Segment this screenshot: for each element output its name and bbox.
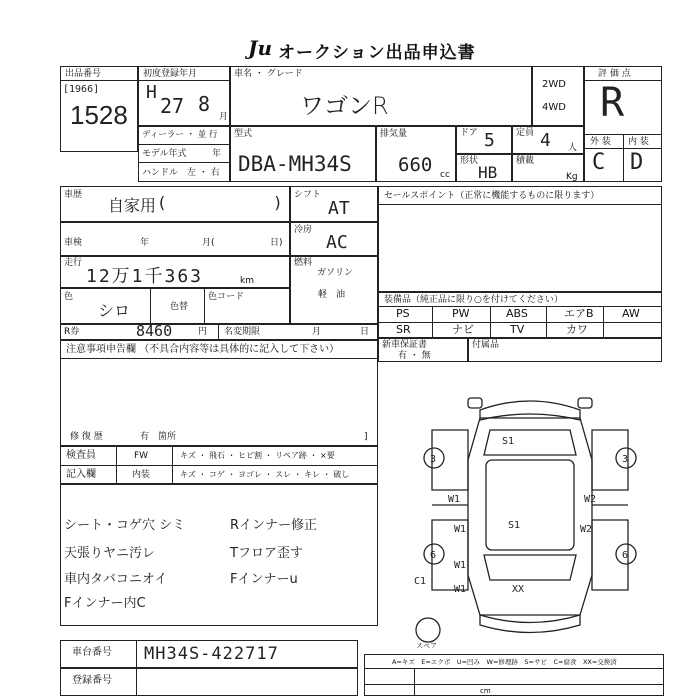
equipment-label: 装備品（純正品に限り○を付けてください） [384,295,563,305]
body-shape-label: 形状 [460,156,479,166]
left-front-fender [432,430,468,490]
equip-pw: PW [452,307,470,320]
history-value: 自家用 [108,196,157,215]
comment-right-1: Rインナー修正 [230,518,318,533]
comment-right-2: Tフロア歪す [230,546,303,561]
mark-w1-left-bottom: W1 [454,584,467,595]
registration-year: 27 [160,94,185,118]
ju-logo: Ju [248,36,273,60]
repair-bracket: ] [364,432,368,442]
lot-number: 1528 [70,100,128,130]
spare-label: スペア [416,642,437,650]
load-label: 積載 [516,156,535,166]
equip-abs: ABS [506,307,528,320]
history-box [60,186,290,222]
drive-opt-4wd: 4WD [542,102,566,113]
chassis-value: MH34S-422717 [144,644,279,664]
history-label: 車歴 [64,190,83,200]
inspector-label: 検査員 [66,450,96,461]
mark-circled-3-fl: 3 [430,454,437,465]
grade-label: 評 価 点 [598,69,631,79]
interior-value: D [630,150,644,175]
fuel-label: 燃料 [294,258,313,268]
fuel-diesel: 軽 油 [318,290,346,300]
comment-right-3: Fインナーu [230,572,298,587]
inspection-label: 車検 [64,238,83,248]
new-guarantee-value: 有 ・ 無 [398,351,431,361]
capacity-unit: 人 [568,143,578,153]
model-year-unit: 年 [212,149,222,159]
displacement-unit: cc [440,170,450,180]
repair-value: 有 箇所 [140,432,177,442]
capacity-value: 4 [540,130,551,151]
notes-box [60,340,378,446]
equip-navi: ナビ [452,323,474,336]
recycle-box [60,324,378,340]
equip-sr: SR [396,323,411,336]
registration-era: H [146,82,157,103]
mark-c1: C1 [414,576,427,587]
fuel-value: ガソリン [317,268,354,278]
rear-bumper [480,615,580,633]
reg-number-label: 登録番号 [72,675,112,686]
mileage-unit: km [240,276,254,286]
history-paren-close: ) [273,193,283,212]
doors-value: 5 [484,130,495,151]
lot-label: 出品番号 [65,69,102,79]
legend-text: A=キズ E=エクボ U=凹み W=修理跡 S=サビ C=腐食 XX=交換済 [392,658,617,666]
car-diagram [410,390,650,660]
load-unit: Kg [566,172,578,182]
registration-label: 初度登録年月 [143,69,198,79]
sales-point-label: セールスポイント（正常に機能するものに限ります） [384,191,600,201]
sales-point-box [378,186,662,292]
mark-s1-roof: S1 [508,520,521,531]
inspection-month: 月( [202,238,215,248]
drive-opt-2wd: 2WD [542,79,566,90]
model-year-label: モデル年式 [142,149,187,159]
recycle-month: 月 [312,327,322,337]
exterior-value: C [592,150,606,175]
displacement-value: 660 [398,154,433,176]
lot-sub-number: [1966] [63,84,100,95]
front-bumper [480,401,580,420]
equip-ps: PS [396,307,410,320]
body-shape-value: HB [478,163,498,182]
int-items: キズ ・ コゲ ・ ヨゴレ ・ スレ ・ キレ ・ 破し [180,470,350,479]
recycle-label: R券 [64,327,80,337]
color-tone-label: 色替 [170,302,189,312]
mileage-value: 12万1千363 [86,266,204,287]
exterior-label: 外 装 [590,137,611,147]
mark-w2-right-front: W2 [584,494,597,505]
inspection-year: 年 [140,238,150,248]
equip-leather: カワ [566,323,588,336]
drive-box [532,66,584,126]
inspection-day: 日) [270,238,283,248]
handle-label: ハンドル 左 ・ 右 [142,168,220,178]
form-title: オークション出品申込書 [278,43,476,63]
registration-month: 8 [198,92,211,116]
int-label: 内装 [132,470,151,480]
mark-circled-6-rr: 6 [622,550,629,561]
inspection-box [60,222,290,256]
fw-items: キズ ・ 飛石 ・ ヒビ割 ・ リペア跡 ・ ×要 [180,451,335,460]
comment-left-1: シート・コゲ穴 シミ [64,518,186,533]
car-name-label: 車名 ・ グレード [234,69,303,79]
supplementary-label: 付属品 [472,340,500,350]
entry-label: 記入欄 [66,469,96,480]
repair-label: 修 復 歴 [70,432,103,442]
registration-month-unit: 月 [219,112,229,122]
mark-w1-left-rear: W1 [454,524,467,535]
mark-w1-left-front: W1 [448,494,461,505]
car-name-value: ワゴンR [300,92,389,120]
roof [486,460,574,550]
front-top-right-mirror [578,398,592,408]
cooling-value: AC [326,232,348,253]
mark-circled-6-rl: 6 [430,550,437,561]
history-paren-open: ( [157,193,167,212]
capacity-label: 定員 [516,128,535,138]
shift-value: AT [328,198,350,219]
windshield [484,430,576,455]
recycle-expiry-label: 名変期限 [224,327,261,337]
mark-xx-rear: XX [512,584,525,595]
chassis-label: 車台番号 [72,647,112,658]
spare-tire [416,618,440,642]
cooling-label: 冷房 [294,225,313,235]
mark-circled-3-fr: 3 [622,454,629,465]
mark-w2-right-rear: W2 [580,524,593,535]
mark-w1-left-lower: W1 [454,560,467,571]
new-guarantee-label: 新車保証書 [382,340,428,350]
rear-window [484,555,576,580]
doors-label: ドア [460,128,478,138]
recycle-day: 日 [360,327,370,337]
notes-label: 注意事項申告欄 （不具合内容等は具体的に記入して下さい） [66,344,340,355]
color-code-label: 色コード [208,292,245,302]
color-label: 色 [64,292,74,302]
recycle-value: 8460 [136,322,173,340]
grade-value: R [600,80,625,126]
comment-left-3: 車内タバコニオイ [64,572,168,587]
interior-label: 内 装 [628,137,649,147]
dealer-label: ディーラー ・ 並 行 [142,130,218,140]
fw-label: FW [134,451,149,461]
equip-tv: TV [510,323,525,336]
comment-left-4: Fインナー内C [64,596,146,611]
mark-s1-front: S1 [502,436,515,447]
recycle-unit: 円 [198,327,208,337]
comment-left-2: 天張りヤニ汚レ [64,546,156,561]
type-label: 型式 [234,129,253,139]
shift-label: シフト [294,190,322,200]
front-top-left-mirror [468,398,482,408]
color-value: シロ [98,301,131,320]
type-value: DBA-MH34S [238,152,352,176]
displacement-label: 排気量 [380,129,408,139]
equip-aw: AW [622,307,640,320]
mileage-label: 走行 [64,258,83,268]
legend-unit: cm [480,687,491,695]
equip-airbag: エアB [564,307,594,320]
